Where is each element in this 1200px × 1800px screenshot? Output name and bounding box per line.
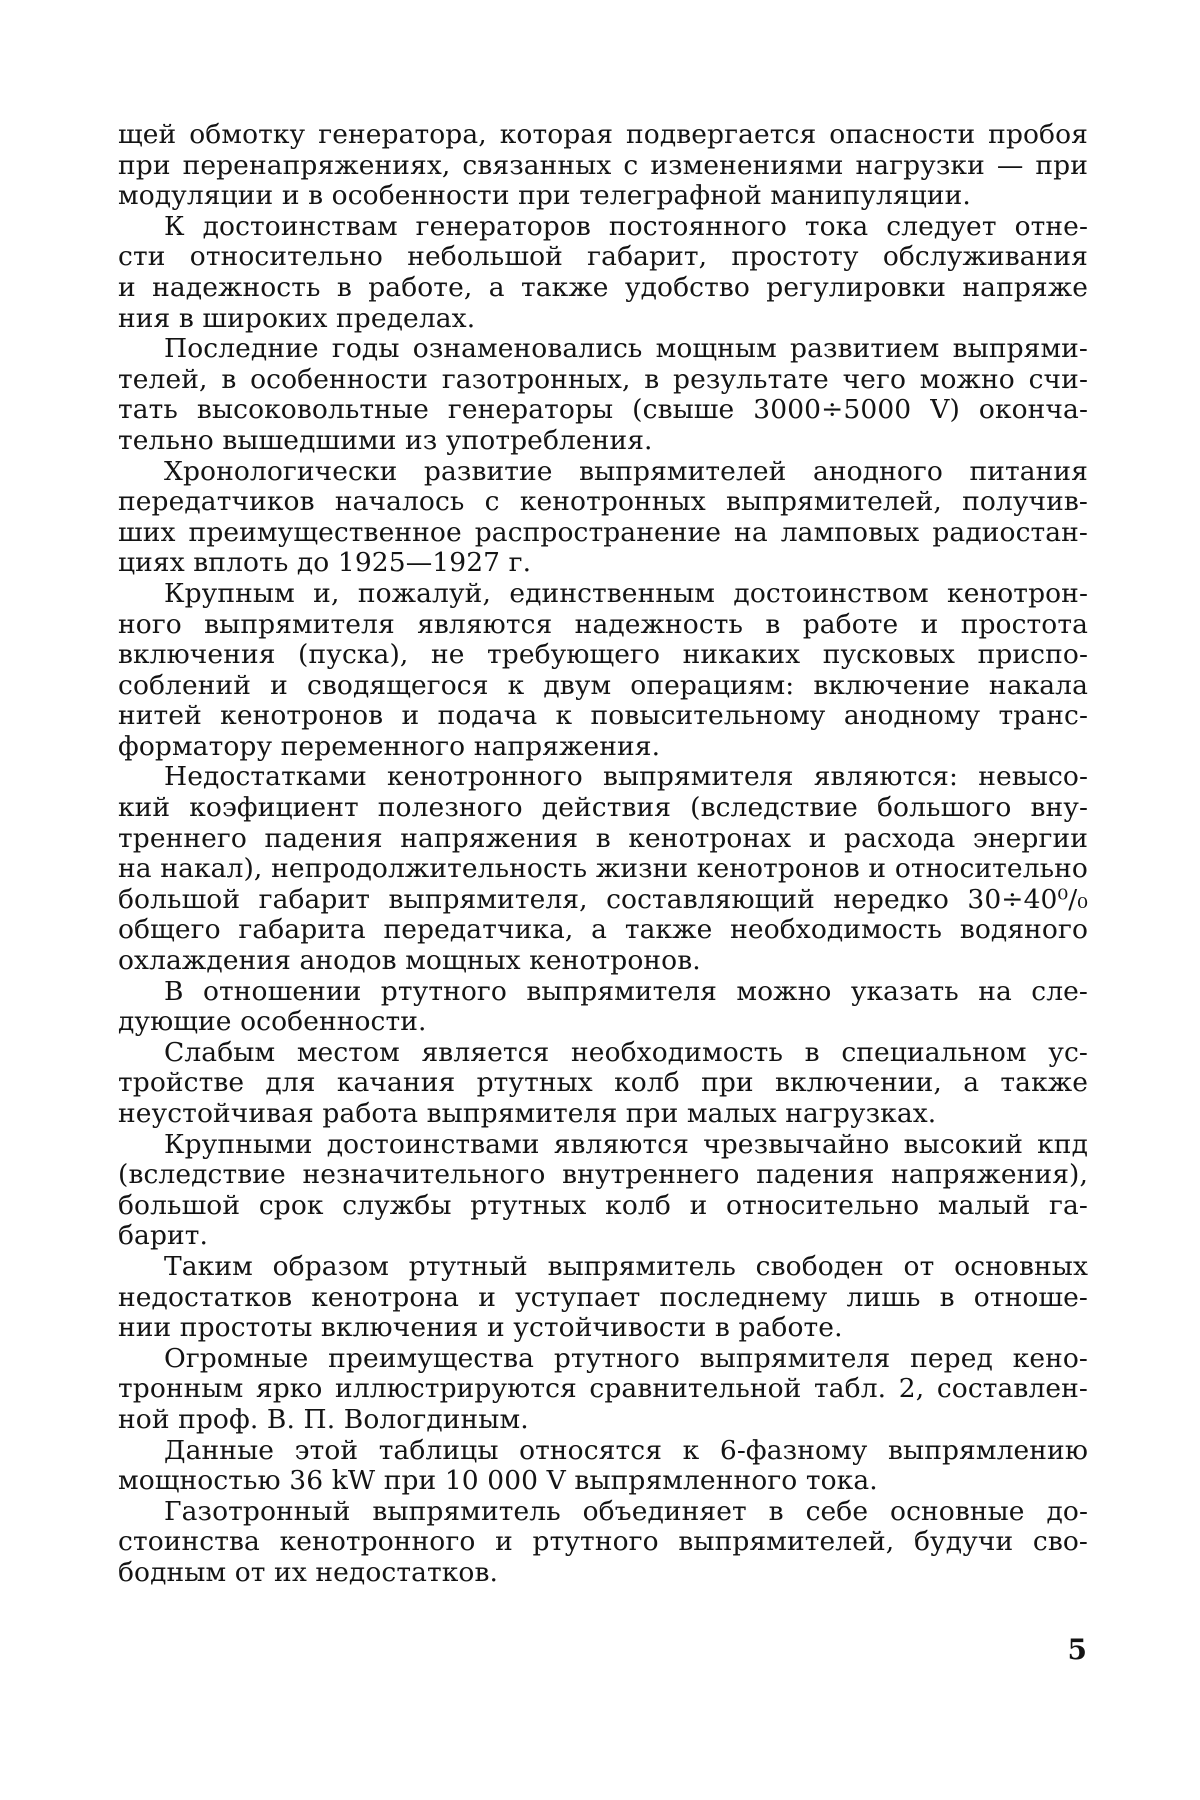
- text-line: Недостатками кенотронного выпрямителя являются: невысо-: [164, 761, 1088, 793]
- text-line: тронным ярко иллюстрируются сравнительной табл. 2, составлен-: [118, 1373, 1088, 1405]
- text-line: Огромные преимущества ртутного выпрямителя перед кено-: [164, 1342, 1088, 1374]
- paragraph-7: [118, 977, 1088, 1038]
- text-line: и надежность в работе, а также удобство регулировки напряже: [118, 271, 1088, 303]
- text-line: сти относительно небольшой габарит, простоту обслуживания: [118, 241, 1088, 273]
- text-line: соблений и сводящегося к двум операциям: включение накала: [118, 669, 1088, 701]
- text-line: общего габарита передатчика, а также необходимость водяного: [118, 914, 1088, 946]
- text-line: дующие особенности.: [118, 1006, 427, 1038]
- text-line: ного выпрямителя являются надежность в работе и простота: [118, 608, 1088, 640]
- text-line: ния в широких пределах.: [118, 302, 476, 334]
- text-line: телей, в особенности газотронных, в результате чего можно счи-: [118, 363, 1088, 395]
- text-line: барит.: [118, 1220, 209, 1252]
- text-line: Крупным и, пожалуй, единственным достоинством кенотрон-: [164, 577, 1088, 609]
- text-line: форматору переменного напряжения.: [118, 730, 661, 762]
- text-line: большой срок службы ртутных колб и относительно малый га-: [118, 1189, 1088, 1221]
- paragraph-8: [118, 1038, 1088, 1130]
- text-line: В отношении ртутного выпрямителя можно указать на сле-: [164, 975, 1088, 1007]
- paragraph-11: [118, 1344, 1088, 1436]
- text-line: включения (пуска), не требующего никаких пусковых приспо-: [118, 639, 1088, 671]
- text-line: при перенапряжениях, связанных с изменениями нагрузки — при: [118, 149, 1088, 181]
- text-line: (вследствие незначительного внутреннего падения напряжения),: [118, 1159, 1088, 1191]
- text-line: тельно вышедшими из употребления.: [118, 424, 653, 456]
- paragraph-5: [118, 579, 1088, 763]
- text-line: кий коэфициент полезного действия (вследствие большого вну-: [118, 792, 1088, 824]
- paragraph-12: [118, 1436, 1088, 1497]
- text-line: недостатков кенотрона и уступает последнему лишь в отноше-: [118, 1281, 1088, 1313]
- text-line: циях вплоть до 1925—1927 г.: [118, 547, 532, 579]
- text-line: ной проф. В. П. Вологдиным.: [118, 1403, 529, 1435]
- paragraph-1: [118, 120, 1088, 212]
- text-line: К достоинствам генераторов постоянного тока следует отне-: [164, 210, 1088, 242]
- text-line: мощностью 36 kW при 10 000 V выпрямленного тока.: [118, 1465, 878, 1497]
- text-line: стоинства кенотронного и ртутного выпрямителей, будучи сво-: [118, 1526, 1088, 1558]
- page-body: [118, 120, 1088, 1589]
- paragraph-3: [118, 334, 1088, 456]
- paragraph-13: [118, 1497, 1088, 1589]
- paragraph-10: [118, 1252, 1088, 1344]
- text-line: Крупными достоинствами являются чрезвычайно высокий кпд: [164, 1128, 1088, 1160]
- paragraph-2: [118, 212, 1088, 334]
- text-line: тать высоковольтные генераторы (свыше 3000÷5000 V) оконча-: [118, 394, 1088, 426]
- text-line: Слабым местом является необходимость в специальном ус-: [164, 1036, 1088, 1068]
- text-line: охлаждения анодов мощных кенотронов.: [118, 945, 701, 977]
- text-line: щей обмотку генератора, которая подвергается опасности пробоя: [118, 119, 1088, 150]
- page-number: 5: [1067, 1633, 1087, 1666]
- text-line: нитей кенотронов и подача к повысительному анодному транс-: [118, 700, 1088, 732]
- text-line: Последние годы ознаменовались мощным развитием выпрями-: [164, 333, 1088, 365]
- text-line: ших преимущественное распространение на ламповых радиостан-: [118, 516, 1088, 548]
- text-line: тройстве для качания ртутных колб при включении, а также: [118, 1067, 1088, 1099]
- text-line: на накал), непродолжительность жизни кенотронов и относительно: [118, 853, 1088, 885]
- text-line: треннего падения напряжения в кенотронах и расхода энергии: [118, 822, 1088, 854]
- text-line: неустойчивая работа выпрямителя при малых нагрузках.: [118, 1098, 937, 1129]
- text-line: Газотронный выпрямитель объединяет в себе основные до-: [164, 1495, 1088, 1527]
- paragraph-9: [118, 1130, 1088, 1252]
- text-line: бодным от их недостатков.: [118, 1556, 499, 1588]
- paragraph-4: [118, 457, 1088, 579]
- text-line: Данные этой таблицы относятся к 6-фазному выпрямлению: [164, 1434, 1088, 1466]
- text-line: нии простоты включения и устойчивости в работе.: [118, 1312, 843, 1344]
- text-line: передатчиков началось с кенотронных выпрямителей, получив-: [118, 486, 1088, 518]
- text-line: модуляции и в особенности при телеграфной манипуляции.: [118, 180, 971, 212]
- text-line: Таким образом ртутный выпрямитель свободен от основных: [164, 1250, 1088, 1282]
- paragraph-6: [118, 762, 1088, 976]
- text-line: большой габарит выпрямителя, составляющий нередко 30÷40⁰/₀: [118, 883, 1088, 915]
- text-line: Хронологически развитие выпрямителей анодного питания: [164, 455, 1088, 487]
